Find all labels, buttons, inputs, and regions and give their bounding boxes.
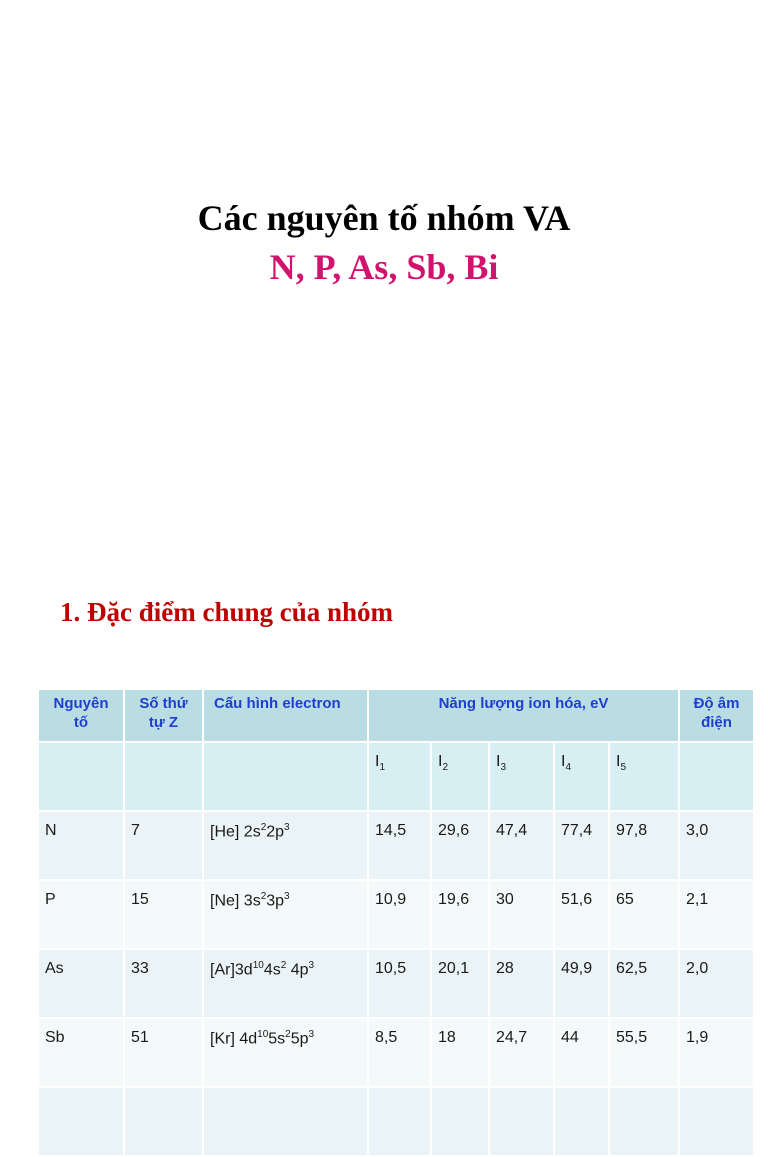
cell-element: As (39, 950, 125, 1019)
header-ionization: Năng lượng ion hóa, eV (369, 690, 680, 743)
cell-z: 15 (125, 881, 204, 950)
page-subtitle: N, P, As, Sb, Bi (269, 247, 499, 287)
cell-config: [Ne] $3s^23p^3$ (204, 881, 369, 950)
table-row (39, 1019, 755, 1088)
cell-i5: 55,5 (610, 1019, 680, 1088)
cell-i1: 14,5 (369, 812, 432, 881)
cell-electronegativity: 2,1 (680, 881, 755, 950)
cell-electronegativity: 3,0 (680, 812, 755, 881)
table-row (39, 950, 755, 1019)
cell-z: 51 (125, 1019, 204, 1088)
header-atomic-number: Số thứ tự Z (125, 690, 204, 743)
cell-element: Sb (39, 1019, 125, 1088)
cell-i2: 29,6 (432, 812, 490, 881)
cell-i1: 10,5 (369, 950, 432, 1019)
cell-i3: 28 (490, 950, 555, 1019)
ionization-label-1: $I_1$ (369, 743, 432, 812)
cell-i3: 24,7 (490, 1019, 555, 1088)
cell-i2: 20,1 (432, 950, 490, 1019)
cell-i5: 97,8 (610, 812, 680, 881)
cell-z: 33 (125, 950, 204, 1019)
cell-config: [He] $2s^22p^3$ (204, 812, 369, 881)
cell-config: $[Ar]3d^{10}4s^2$ $4p^3$ (204, 950, 369, 1019)
cell-i4: 51,6 (555, 881, 610, 950)
table-row-partial (39, 1088, 755, 1157)
header-electronegativity: Độ âm điện (680, 690, 755, 743)
header-configuration: Cấu hình electron (204, 690, 369, 743)
table-header-row (39, 690, 755, 743)
cell-i4: 77,4 (555, 812, 610, 881)
cell-i4: 44 (555, 1019, 610, 1088)
cell-i5: 62,5 (610, 950, 680, 1019)
ionization-label-3: $I_3$ (490, 743, 555, 812)
header-element: Nguyên tố (39, 690, 125, 743)
cell-i1: 8,5 (369, 1019, 432, 1088)
table-row (39, 812, 755, 881)
cell-i3: 30 (490, 881, 555, 950)
properties-table (39, 690, 755, 1157)
ionization-label-2: $I_2$ (432, 743, 490, 812)
cell-i1: 10,9 (369, 881, 432, 950)
cell-i4: 49,9 (555, 950, 610, 1019)
cell-electronegativity: 1,9 (680, 1019, 755, 1088)
cell-i5: 65 (610, 881, 680, 950)
title-block (0, 192, 768, 290)
cell-element: N (39, 812, 125, 881)
section-heading: 1. Đặc điểm chung của nhóm (60, 597, 394, 627)
cell-i2: 18 (432, 1019, 490, 1088)
cell-electronegativity: 2,0 (680, 950, 755, 1019)
table-row (39, 881, 755, 950)
ionization-label-5: $I_5$ (610, 743, 680, 812)
cell-z: 7 (125, 812, 204, 881)
page-title: Các nguyên tố nhóm VA (197, 198, 571, 238)
cell-i2: 19,6 (432, 881, 490, 950)
cell-i3: 47,4 (490, 812, 555, 881)
table-subheader-row (39, 743, 755, 812)
ionization-label-4: $I_4$ (555, 743, 610, 812)
cell-element: P (39, 881, 125, 950)
cell-config: [Kr] $4d^{10}5s^25p^3$ (204, 1019, 369, 1088)
